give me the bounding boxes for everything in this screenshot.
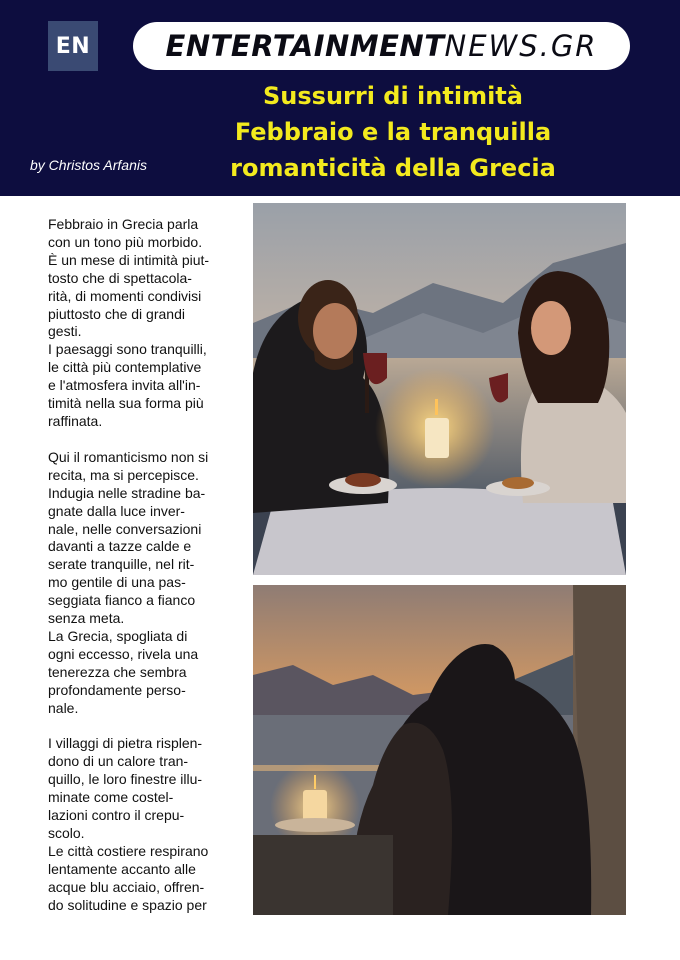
article-line: minate come costel- [48,789,174,806]
article-line: mo gentile di una pas- [48,574,186,591]
article-body [48,216,228,915]
masthead-light: NEWS.GR [444,29,598,63]
article-line: nale. [48,699,79,716]
article-line: Le città costiere respirano [48,842,209,859]
masthead[interactable] [133,22,630,70]
article-line: e l'atmosfera invita all'in- [48,377,201,394]
article-line: profondamente perso- [48,681,186,698]
article-line: le città più contemplative [48,359,202,376]
article-line: raffinata. [48,412,103,429]
title-line: romanticità della Grecia [230,154,556,182]
article-title [196,78,590,186]
article-line: dono di un calore tran- [48,753,189,770]
article-line: do solitudine e spazio per [48,896,207,913]
paragraph-gap [48,717,228,735]
photo-couple-embrace [253,585,626,915]
article-line: Indugia nelle stradine ba- [48,484,206,501]
article-line: quillo, le loro finestre illu- [48,771,203,788]
article-line: serate tranquille, nel rit- [48,556,195,573]
article-line: acque blu acciaio, offren- [48,878,205,895]
article-line: La Grecia, spogliata di [48,627,188,644]
photo-couple-dinner [253,203,626,575]
article-line: con un tono più morbido. [48,233,203,250]
article-line: senza meta. [48,610,125,627]
article-line: recita, ma si percepisce. [48,466,199,483]
article-line: I villaggi di pietra risplen- [48,735,203,752]
article-line: lentamente accanto alle [48,860,196,877]
article-line: piuttosto che di grandi [48,305,185,322]
article-line: scolo. [48,825,85,841]
header-banner [0,0,680,196]
site-logo[interactable]: EN [48,21,98,71]
article-line: rità, di momenti condivisi [48,287,202,304]
article-line: seggiata fianco a fianco [48,592,196,609]
article-line: gnate dalla luce inver- [48,502,185,519]
article-line: Qui il romanticismo non si [48,448,209,465]
title-line: Sussurri di intimità [263,82,523,110]
byline: by Christos Arfanis [30,157,147,173]
article-line: tenerezza che sembra [48,663,187,680]
article-line: lazioni contro il crepu- [48,807,185,824]
article-line: I paesaggi sono tranquilli, [48,341,207,358]
article-line: È un mese di intimità piut- [48,251,210,268]
article-line: gesti. [48,323,82,340]
article-line: ogni eccesso, rivela una [48,645,199,662]
article-line: timità nella sua forma più [48,395,204,412]
article-line: tosto che di spettacola- [48,269,192,286]
article-line: davanti a tazze calde e [48,538,192,555]
paragraph-gap [48,431,228,449]
article-line: nale, nelle conversazioni [48,520,202,537]
article-line: Febbraio in Grecia parla [48,216,199,232]
title-line: Febbraio e la tranquilla [234,118,552,146]
masthead-bold: ENTERTAINMENT [165,29,445,63]
